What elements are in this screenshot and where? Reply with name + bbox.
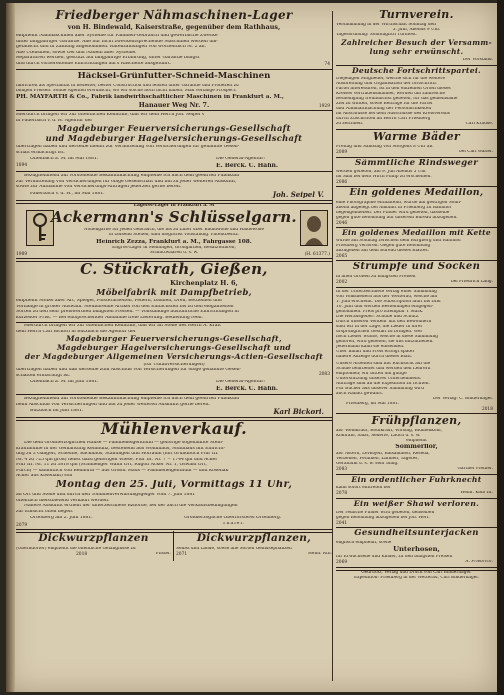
ad-text: übertragen haben und daß derselbe zum Abschluß von Versicherungen für obige genannte Gesell- bbox=[16, 368, 241, 372]
ad-text: abend abgelegt bei Ankunft in Friedberg zu Bahnhof bbox=[336, 206, 452, 210]
ad-text: als: Astern, Levkojen, Balsaminen, Reseda, bbox=[336, 452, 430, 456]
rule bbox=[336, 260, 497, 261]
ad-text: an Ort und Stelle und durch den Tomänenverwaltungsgeiger vom 7. Juni 1881 bbox=[16, 493, 196, 497]
ad-number: 2078 bbox=[336, 491, 348, 496]
ad-text: wurde am Sonntag zwischen dem Burgberg und Bahnhof bbox=[336, 239, 461, 243]
ad-text: zur Vermittelung von Versicherungen für obige Gesellschaft und bin zu jeder weiteren Auskunft, bbox=[16, 179, 237, 184]
ad-text: Hierdurch bringen wir zur öffentlichen Kenntniß, daß wir dem Herrn Joh. Seipel V bbox=[16, 113, 205, 117]
ad-number: 2089 bbox=[336, 150, 348, 155]
ad-number: 2083 bbox=[336, 467, 348, 472]
ad-heading: Zahlreicher Besuch der Versamm- bbox=[341, 39, 492, 47]
ad-text: und Namhaftmachung der Persönlichkeiten bbox=[336, 107, 432, 111]
ad-number: 1894 bbox=[16, 163, 28, 168]
ad-number: 2018 bbox=[481, 407, 493, 412]
ad-title-fruehpflanzen: Frühpflanzen, bbox=[371, 415, 462, 427]
ad-text: auch Rabatt gewährt. bbox=[336, 392, 384, 396]
ad-subtitle: Sommerflor, bbox=[395, 444, 438, 450]
ad-title: Dickwurzpflanzen bbox=[38, 533, 149, 544]
ad-text: gegen Belohnung abzugeben bei Joh. Herr. bbox=[336, 516, 430, 520]
ad-title-struempfe: Strümpfe und Socken bbox=[352, 262, 481, 272]
ad-office: Großherzogliche Oberförsterei Ortenberg. bbox=[184, 516, 282, 520]
ad-signature: Karl Bickori. bbox=[273, 408, 324, 416]
rule bbox=[336, 227, 497, 228]
ad-text: sowie zur Aufnahme von Versicherungs-Anträgen jederzeit gerne bereit. bbox=[16, 185, 182, 189]
ad-text: in tausend Stellen, sind möglichst vollständig. Patentbesitz. bbox=[108, 233, 240, 237]
ad-text: sind wir in der Lage, die Lieder in ihrer bbox=[336, 325, 423, 329]
ad-text: Vorhänge in großer Auswahl. Meublirende Artikel von den Einfachsten bis zu den elegantesten bbox=[16, 304, 234, 309]
ad-title-muehlenverkauf: Mühlenverkauf. bbox=[101, 421, 247, 438]
ad-text: im Saal bei dem Wirth Philip zu erscheinen. bbox=[336, 175, 432, 179]
ad-text: Nähere Auskunft ertheilt der unterzeichnete Bzhörde, bei der auch die Verkaufsbedingungen bbox=[24, 504, 238, 508]
ad-title-naehmaschinen: Friedberger Nähmaschinen-Lager bbox=[55, 9, 293, 22]
rule bbox=[16, 171, 332, 172]
ad-text: Der redliche Finder wird gebeten, denselben bbox=[336, 511, 435, 515]
ad-place-date: Offenbach a. M. im Mai 1881. bbox=[30, 157, 99, 161]
ad-topline: Lagerei-Lager in Frankfurt a. M bbox=[133, 204, 215, 208]
ad-date: Montag den 25. Juli, Vormittags 11 Uhr, bbox=[55, 480, 293, 490]
ad-number: 2018 bbox=[76, 552, 88, 557]
ad-number: 2041 bbox=[336, 521, 348, 526]
ad-number: 2065 bbox=[336, 254, 348, 259]
ad-text: Sorten zu den sehr preiswerthen billigsten Preisen. — Vollständige ausführliche Einrichtungen in bbox=[16, 310, 239, 314]
ad-agency: Die General-Agentur: bbox=[216, 380, 265, 384]
ad-title-schluesselgarn: Ackermann's Schlüsselgarn. bbox=[51, 210, 297, 226]
ad-text: Kreises Vertrauensmänner, werden um zahlreiche bbox=[336, 92, 446, 96]
ad-text: beim Abschluß von Versicherungen und bin zu jeder weiteren Auskunft gerne bereit. bbox=[16, 402, 210, 407]
ad-text: öffentlich meistbietend verkauft werden. bbox=[16, 498, 110, 503]
ad-text: bei Carl Walter. bbox=[459, 150, 493, 154]
ad-text: englisch empfiehlt, sowie bbox=[336, 541, 392, 545]
ad-address: Kirchenplatz H. 6, bbox=[170, 280, 238, 287]
ad-subtitle: von H. Bindewald, Kaiserstraße, gegenüber dem Rathhaus, bbox=[67, 24, 281, 31]
ad-title-medaillon-kette: Ein goldenes Medaillon mit Kette bbox=[342, 229, 491, 237]
ad-title-medaillon: Ein goldenes Medaillon, bbox=[349, 188, 484, 198]
ad-text: kann sofort eintreten bei bbox=[336, 486, 391, 490]
ad-dickwurz-right bbox=[176, 533, 332, 573]
ad-text: Nr. 4 zu 725 qm groß) nebst dazu gehörigen Wiese, Flur III. Nr. 7 = 1744 qm und Acker bbox=[16, 457, 218, 462]
ad-number: 1989 bbox=[16, 252, 28, 257]
footer-imprint: Gedruckt, Verlag und Druck von Carl Bindernagel. bbox=[361, 571, 472, 575]
ad-text: Freitag und Samstag von Morgens 8 Uhr ab. bbox=[336, 145, 434, 149]
ad-text: Nollengarne für jeden Gebrauch, die bis zu Ziffer über Baumwolle und Haldewolle bbox=[83, 228, 265, 232]
ad-text: in allen Größen zu billigsten Preisen bbox=[336, 275, 416, 279]
ad-text: 1. Juni erscheint. Die Subscription läuft bis zum bbox=[336, 300, 441, 304]
ad-text: empfiehlt bbox=[406, 439, 427, 443]
ad-signature: Thaler. bbox=[222, 522, 246, 526]
ad-text: Bezugnehmend auf vorstehende Bekanntmachung empfehle ich mich dem geehrten Publikum bbox=[24, 397, 240, 401]
rule bbox=[336, 474, 497, 475]
ad-text: Betheiligung freundlichst gebeten, für das gemeinsame bbox=[336, 97, 458, 101]
ad-text: genommen. Preis pro Exemplar 1 Mark. bbox=[336, 310, 424, 314]
ad-text: noch Lieder wüßte, welche in diese Sammlung bbox=[336, 335, 438, 339]
ad-text: Partei interessiren, ist in den einzelnen Orten dieses bbox=[336, 87, 451, 91]
ad-text: von Volksliedern aus der Wetterau, welche am bbox=[336, 295, 438, 299]
ad-subtitle: Möbelfabrik mit Dampfbetrieb, bbox=[96, 288, 252, 297]
ad-text: Pfister. bbox=[155, 552, 171, 556]
ad-text: (Oberndorfer) empfiehlt die öffentliche Gefängnisse zu bbox=[16, 547, 136, 551]
ad-text: Hierdurch bringen wir zur öffentlichen Kenntniß, daß wir an Stelle des Herrn A. Kraft bbox=[24, 324, 221, 328]
ad-heading: Magdeburger Feuerversicherungs-Gesellschaft, bbox=[66, 335, 282, 343]
ad-text: Ziel zu wirken, sowie Beiträge für die Partei bbox=[336, 102, 433, 106]
ad-number: 2069 bbox=[336, 560, 348, 565]
ad-text: Über Inhalt und Preis erfolgt später bbox=[336, 350, 415, 354]
ad-text: Heinrich Zezza, Frankfurt a. M., Fahrgasse 108. bbox=[96, 238, 252, 245]
ad-text: getauscht und in Zahlung angenommen. Ratenzahlungen von wöchentlich M. 2 an. bbox=[16, 45, 206, 49]
rule bbox=[173, 531, 174, 561]
rule bbox=[336, 157, 497, 158]
ad-street: Hanauer Weg Nr. 7. bbox=[138, 101, 210, 109]
ad-text: Geranium u. s. w. sehr billig. bbox=[336, 462, 399, 466]
ad-heading: und Magdeburger Hagelversicherungs-Gesellschaft bbox=[45, 134, 303, 143]
ad-place-date: Butzbach im Juni 1881. bbox=[30, 409, 84, 413]
ad-text: Die dem Großherzoglichen Hause — Familieneigenthum — gehörige sogenannte Stein- bbox=[24, 441, 224, 445]
rule bbox=[16, 322, 332, 323]
ad-text: Tagesordnung: Sonntäglich Turnfest. bbox=[336, 33, 418, 37]
newspaper-page bbox=[6, 3, 497, 692]
ad-text: In der Unterzeichnete Verlag einer Sammlung bbox=[336, 290, 437, 294]
ad-text: nähere Anzeige durch dieses Blatt. bbox=[336, 355, 413, 359]
ad-text: Bezugnehmend auf vorstehende Bekanntmachung empfehle ich mich dem geehrten Publikum bbox=[24, 174, 240, 178]
ad-text: gehören, wird gebeten, sie uns mitzutheilen. bbox=[336, 340, 434, 344]
ad-title-turnverein: Turnverein. bbox=[379, 9, 454, 21]
ad-text: Schnittwaaren u. s. w. bbox=[149, 251, 199, 255]
ad-text: Alle Utensilien, sowie Oel und Nadeln aller Systeme. bbox=[16, 50, 137, 55]
ad-text: durch Zuschriften an Herrn Carl Friedberg bbox=[336, 117, 431, 121]
ad-number: 2086 bbox=[336, 180, 348, 185]
ad-text: eine Photographie enthaltend, wurde am gestrigen Sonn- bbox=[336, 201, 462, 205]
ad-text: billigen Preisen. Solide Agenten erwünscht, wo wir solche noch nicht haben. Man verlange Prospect. bbox=[16, 89, 237, 93]
ad-place-date: Fauerbach v. d. H., im Mai 1881. bbox=[30, 192, 105, 196]
ad-signature: Heinr. Rth. bbox=[308, 552, 332, 556]
ad-text: empfiehlt Nähmaschinen aller Systeme für Familien-Gebrauch und gewerbliche Zwecke bbox=[16, 34, 218, 38]
ad-signatures: E. Berck. C. Hahn. bbox=[216, 162, 279, 169]
rule bbox=[336, 129, 497, 130]
ad-text: unter langjähriger Garantie. Alle nur nicht zweckentsprechende Maschinen werden um- bbox=[16, 39, 218, 44]
ad-text: Aufträge sind an die Expedition zu richten. bbox=[336, 382, 430, 386]
ad-heading: lung sehr erwünscht. bbox=[369, 48, 464, 56]
ad-agency: Die General-Agentur: bbox=[216, 157, 265, 161]
ad-text: zur Einsicht offen liegen. bbox=[16, 509, 74, 514]
ad-text: und durch vorbereitende Einrichtungen auf's Raschefte ausgeführt. bbox=[16, 61, 172, 66]
ad-text: fabriciren als Specialität in neuester, bester Construction und leisten unter Garantie und Probezeit zu bbox=[16, 84, 239, 88]
ad-text: abzugeben auf dem Bureau dieses Blattes. bbox=[336, 249, 429, 253]
ad-subtitle: Unterhosen, bbox=[393, 546, 440, 553]
ad-text: schaft ermächtigt ist. bbox=[16, 150, 65, 155]
rule bbox=[16, 110, 332, 111]
rule bbox=[336, 527, 497, 528]
ad-signature: Carl Krause. bbox=[465, 122, 493, 126]
ad-signatures: E. Berck. C. Hahn. bbox=[216, 386, 279, 392]
left-column bbox=[16, 3, 332, 692]
ad-text: im Anschlusse bei dem Ausschusse des Kreisvereins bbox=[336, 112, 450, 116]
ad-text: 10. Juni und werden Bestellungen entgegen- bbox=[336, 305, 434, 309]
ad-text: übertragen haben und derselbe hiemit zur Vermittelung von Versicherungen für genannte Gesell- bbox=[16, 145, 240, 149]
ad-title-fuhrknecht: Ein ordentlicher Fuhrknecht bbox=[351, 476, 482, 484]
ad-text: Diejenigen Mitglieder, welche sich für die weitere bbox=[336, 77, 446, 81]
ad-signature: Joh. Seipel V. bbox=[272, 191, 324, 199]
page-edge bbox=[497, 0, 504, 695]
ad-signature: Gärtner Pfeiffer. bbox=[457, 467, 493, 471]
ad-text: empfiehlt Möbel aller Art, Spiegel, Polsterarbeiten, Federn, Daunen, Drell, Bettleinen und bbox=[16, 299, 222, 303]
ad-text: Versammlung in der Wirthschaft Sonntag den bbox=[336, 23, 436, 27]
ad-text: liegengeblieben. Der Finder wird gebeten, dasselbe bbox=[336, 211, 450, 215]
ad-text: Schule bearbeitet und werden den Lehrern bbox=[336, 367, 431, 371]
ad-title-stueckrath: C. Stückrath, Gießen, bbox=[80, 262, 268, 278]
ad-text: für Erwachsene und Kinder, zu den billigsten Preisen bbox=[336, 555, 453, 559]
ad-title-shawl: Ein weißer Shawl verloren. bbox=[353, 500, 480, 508]
ad-number: 2046 bbox=[336, 221, 348, 226]
ad-text: (für Unfallversicherungen) bbox=[143, 362, 205, 367]
page-spine bbox=[6, 3, 15, 692]
ad-number: 2083 bbox=[318, 372, 330, 377]
ad-text: Acker aus Kosenakt) soll bbox=[16, 474, 73, 478]
ad-text: kürzester Frist. — Bei entsprechender Abnahme freie Lieferung. Bedienung reell. bbox=[16, 315, 203, 320]
ad-number: (H. 61377.) bbox=[304, 252, 330, 257]
ad-heading: Magdeburger Feuerversicherungs-Gesellschaft bbox=[57, 124, 291, 133]
ad-text: ung zu 3 Gängen, Scheune, Backhaus, Stallungen und Hofraum (mit Grundbuch Flur III. bbox=[16, 452, 219, 456]
ad-heading: Magdeburger Hagelversicherungs-Gesellschaft und bbox=[56, 344, 292, 352]
ad-text: Heinr. Kolb III. bbox=[460, 491, 493, 495]
ad-firm: PH. MAYFARTH & Co., Fabrik landwirthschaftlicher Maschinen in Frankfurt a. M., bbox=[16, 94, 284, 100]
ad-title: Dickwurzpflanzen, bbox=[196, 533, 312, 544]
ad-text: Verbenen, Petunien, Zinnien, Tagetes, bbox=[336, 457, 419, 461]
ad-number: 2071 bbox=[176, 552, 188, 557]
rule bbox=[336, 287, 497, 288]
ad-place-date: Ortenberg am 2. Juni 1881. bbox=[30, 516, 93, 520]
rule bbox=[16, 394, 332, 395]
ad-text: bei Friedrich Lang. bbox=[450, 280, 493, 284]
ad-text: als: Weißkraut, Rothkraut, Wirsing, Blumenkohl, bbox=[336, 429, 442, 433]
ad-text: gegen gute Belohnung auf unserem Bureau abzugeben. bbox=[336, 216, 458, 220]
ad-text: ursprünglichen Gestalt zu bringen. Wer bbox=[336, 330, 423, 334]
ad-number: 2079 bbox=[16, 523, 28, 528]
rule bbox=[336, 65, 497, 66]
ad-title-unterjacken: Gesundheitsunterjacken bbox=[354, 529, 479, 538]
ad-text: Ausbreitung und Organisation der fortschrittl. bbox=[336, 82, 438, 86]
footer-imprint: Expedition: Friedberg in der Wetterau, Carl Bindernagel. bbox=[353, 576, 479, 580]
ad-text: werden gebeten, am 9. Juli Abends 5 Uhr bbox=[336, 170, 427, 174]
ad-signature: Der Vorstand. bbox=[462, 58, 493, 62]
ad-signature: A. Friedrich. bbox=[465, 560, 493, 564]
ad-text: Selbst und Lande, sowie alle Sorten Gemüsepflanzen bbox=[176, 547, 292, 551]
rule bbox=[336, 498, 497, 499]
ad-text: Flur III. Nr. 11 zu 3818 qm (Schmieliger Wann Ort, Rugolf Acker Nr. 1, Oswald Ort, bbox=[16, 463, 207, 467]
ad-text: Durch unseren Verkehr mit den Bewohnern bbox=[336, 320, 432, 324]
ad-text: Friedberg verloren. Gegen gute Belohnung bbox=[336, 244, 431, 248]
ad-text: 5. Juni, Abends 9 Uhr. bbox=[392, 28, 441, 32]
ad-text: empfohlen; wir bitten um gütige bbox=[336, 372, 407, 376]
ad-text: Kohlrabi, Salat, Sellerie, Lauch u. s. w. bbox=[336, 434, 421, 438]
ad-text: Engros-Lager in Meiningen, Großgarnen, Besatzwaaren, bbox=[112, 246, 236, 250]
ad-number: 1929 bbox=[318, 104, 330, 109]
ad-title-fortschritt: Deutsche Fortschrittspartei. bbox=[352, 67, 481, 75]
right-column bbox=[336, 3, 497, 692]
ad-text: krautmühle in der Gemarkung Kellmünz, bestehend aus Wohnhaus, Mühlhaus mit Einricht- bbox=[16, 446, 226, 451]
ad-text: Jedermann kann sie einsenden. bbox=[336, 345, 405, 349]
rule bbox=[16, 69, 332, 70]
ad-number: 2002 bbox=[336, 280, 348, 285]
ad-number: 74 bbox=[324, 62, 330, 67]
ad-dickwurz-left bbox=[16, 533, 171, 573]
ad-text: zu zeichnen. bbox=[336, 122, 364, 126]
ad-text: Unsere Arbeiten sind mit Rücksicht auf die bbox=[336, 362, 431, 366]
ad-text: Reparaturen werden, gestützt auf langjährige Erfahrung, unter Garantie billigst bbox=[16, 56, 200, 60]
ad-text: dem Herrn Carl Bickori in Butzbach die Agentur der bbox=[16, 329, 136, 334]
column-divider bbox=[332, 11, 333, 681]
ad-text: Für Bücher aus unserer Sammlung wird bbox=[336, 387, 424, 391]
ad-text: Unterstützung unseres Unternehmens. bbox=[336, 377, 422, 381]
ad-title-haecksel: Häcksel-Grünfutter-Schneid-Maschinen bbox=[77, 72, 271, 81]
rule bbox=[336, 186, 497, 187]
ad-text: Furch) — sämmtlich von Bellmuth — aus Großh. Haus — Familieneigenthum — und Kosenak bbox=[16, 468, 229, 473]
ad-place-date: Friedberg, im Mai 1881. bbox=[346, 402, 400, 406]
ad-place-date: Offenbach a. M. im Juni 1881. bbox=[30, 380, 99, 384]
ad-title-rindsweger: Sämmtliche Rindsweger bbox=[354, 159, 479, 168]
ad-title-baeder: Warme Bäder bbox=[373, 131, 460, 143]
rule bbox=[336, 413, 497, 414]
ad-text: Der Verlag: C. Bindernagel. bbox=[432, 397, 493, 401]
ad-heading: der Magdeburger Allgemeinen Versicherungs-Actien-Gesellschaft bbox=[24, 353, 324, 361]
ad-text: Die Herausgeber: Schülle und Schütz. bbox=[336, 315, 420, 319]
ad-text: in Fauerbach v. d. H. Agentur der bbox=[16, 118, 93, 123]
ad-text: schaften ermächtigt ist. bbox=[16, 373, 71, 378]
